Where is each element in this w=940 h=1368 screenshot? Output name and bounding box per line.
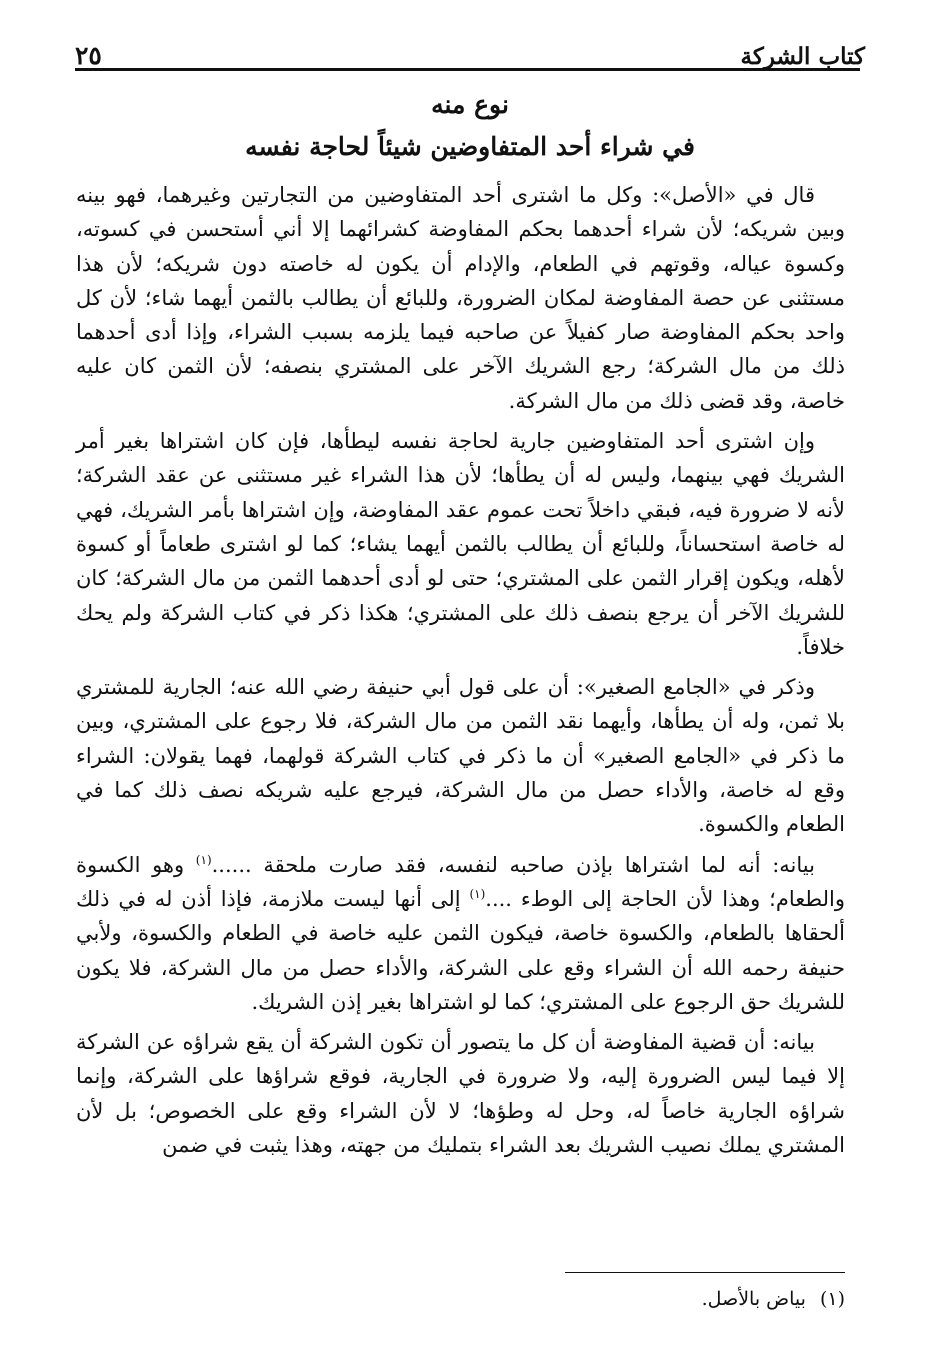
paragraph-1: قال في «الأصل»: وكل ما اشترى أحد المتفاوضين من التجارتين وغيرهما، فهو بينه وبين شريكه؛ لأن شراء أحدهما بحكم المفاوضة كشرائهما إلا أني أستحسن في كسوته، وكسوة عياله، وقوتهم في الطعام، والإدام أن يكون له خاصته دون شريكه؛ لأن هذا مستثنى عن حصة المفاوضة لمكان الضرورة، وللبائع أن يطالب بالثمن أيهما شاء؛ لأن كل واحد بحكم المفاوضة صار كفيلاً عن صاحبه فيما يلزمه بسبب الشراء، وإذا أدى أحدهما ذلك من مال الشركة؛ رجع الشريك الآخر على المشتري بنصفه؛ لأن الثمن كان عليه خاصة، وقد قضى ذلك من مال الشركة. xyxy=(76,183,845,413)
paragraph-4-part-3: إلى أنها ليست ملازمة، فإذا أذن له في ذلك ألحقاها بالطعام، والكسوة خاصة، فيكون الثمن عليه خاصة في الطعام والكسوة، ولأبي حنيفة رحمه الله أن الشراء وقع على الشركة، والأداء حصل من مال الشركة، فلا يكون للشريك حق الرجوع على المشتري؛ كما لو اشتراها بغير إذن الشريك. xyxy=(76,886,845,1014)
footnote-rule xyxy=(565,1272,845,1273)
footnote-number: (١) xyxy=(819,1288,845,1310)
paragraph-4 xyxy=(76,848,845,1019)
paragraph-3: وذكر في «الجامع الصغير»: أن على قول أبي حنيفة رضي الله عنه؛ الجارية للمشتري بلا ثمن، وله أن يطأها، وأيهما نقد الثمن من مال الشركة، فلا رجوع على المشتري، وبين ما ذكر في «الجامع الصغير» أن ما ذكر في كتاب الشركة قولهما، فهما يقولان: الشراء وقع له خاصة، والأداء حصل من مال الشركة، فيرجع عليه شريكه نصف ذلك كما في الطعام والكسوة. xyxy=(76,675,845,837)
footnote-marker: (١) xyxy=(195,852,212,867)
section-title: في شراء أحد المتفاوضين شيئاً لحاجة نفسه xyxy=(245,132,695,161)
paragraph-2: وإن اشترى أحد المتفاوضين جارية لحاجة نفسه ليطأها، فإن كان اشتراها بغير أمر الشريك فهي بينهما، وليس له أن يطأها؛ لأن هذا الشراء غير مستثنى عن عقد الشركة؛ لأنه لا ضرورة فيه، فبقي داخلاً تحت عموم عقد المفاوضة، وإن اشتراها بأمر الشريك، فهي له خاصة استحساناً، وللبائع أن يطالب بالثمن أيهما يشاء؛ كما لو اشترى طعاماً أو كسوة لأهله، ويكون إقرار الثمن على المشتري؛ حتى لو أدى أحدهما الثمن من مال الشركة؛ كان للشريك الآخر أن يرجع بنصف ذلك على المشتري؛ هكذا ذكر في كتاب الشركة ولم يحك خلافاً. xyxy=(76,429,845,659)
paragraph-5: بيانه: أن قضية المفاوضة أن كل ما يتصور أن تكون الشركة أن يقع شراؤه عن الشركة إلا فيما ليس الضرورة إليه، ولا ضرورة في الجارية، فوقع شراؤها على الشركة، وإنما شراؤه الجارية خاصاً له، وحل له وطؤها؛ لا لأن الشراء وقع على الخصوص؛ بل لأن المشتري يملك نصيب الشريك بعد الشراء بتمليك من جهته، وهذا يثبت في ضمن xyxy=(76,1030,845,1158)
footnote-text: بياض بالأصل. xyxy=(701,1288,806,1310)
footnote xyxy=(702,1288,845,1310)
footnote-marker: (١) xyxy=(469,886,486,901)
book-title: كتاب الشركة xyxy=(740,43,865,70)
paragraph-4-part-1: بيانه: أنه لما اشتراها بإذن صاحبه لنفسه، فقد صارت ملحقة ...... xyxy=(211,852,815,877)
paragraph-4-part-2: وهو الكسوة والطعام؛ وهذا لأن الحاجة إلى الوطء .... xyxy=(76,852,845,911)
running-header xyxy=(75,30,865,70)
body-text xyxy=(76,178,845,1168)
header-rule xyxy=(75,68,860,71)
page-number: ٢٥ xyxy=(75,41,102,70)
section-label: نوع منه xyxy=(431,90,509,119)
